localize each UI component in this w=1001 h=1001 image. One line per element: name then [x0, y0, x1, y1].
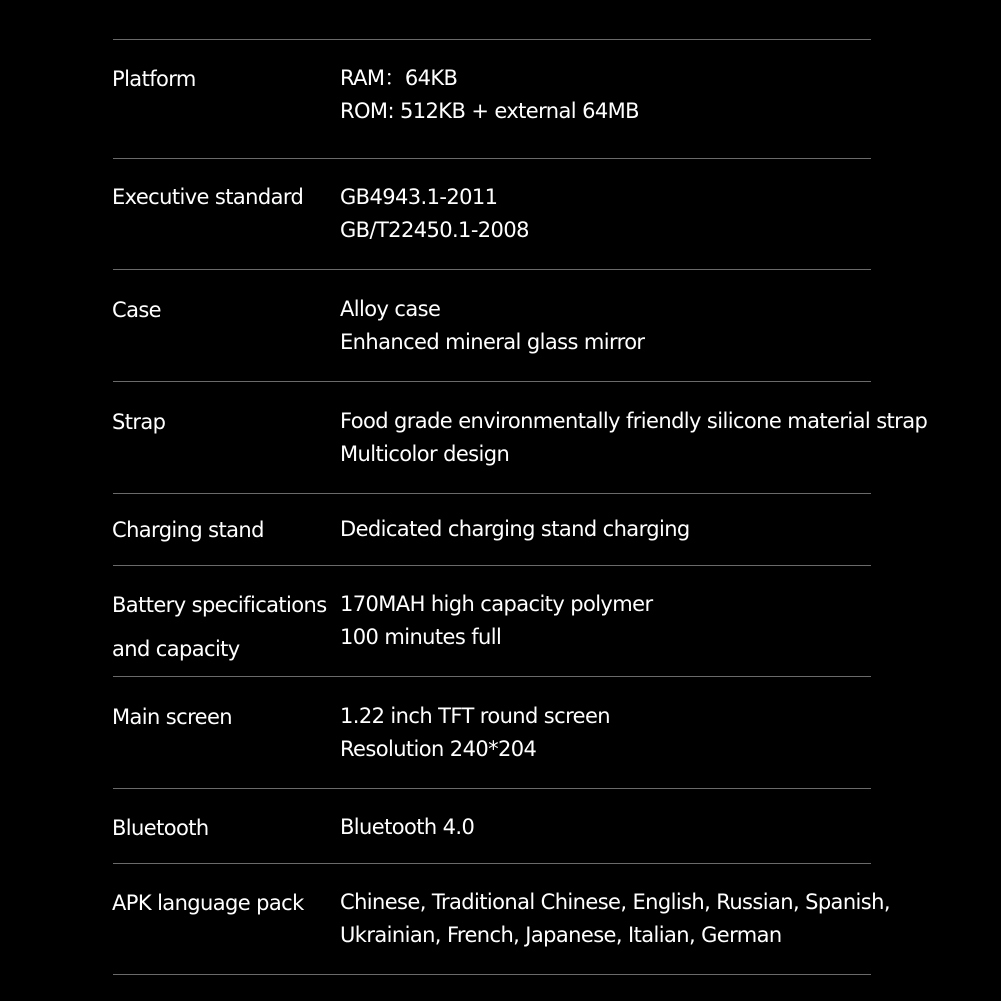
row-divider: [113, 381, 871, 382]
spec-label-line: Battery specifications: [112, 593, 327, 617]
spec-label-main-screen: Main screen: [112, 705, 233, 729]
row-divider: [113, 676, 871, 677]
row-divider: [113, 788, 871, 789]
spec-value-line: 1.22 inch TFT round screen: [340, 704, 611, 728]
spec-value-line: Ukrainian, French, Japanese, Italian, German: [340, 923, 782, 947]
spec-value-line: 170MAH high capacity polymer: [340, 592, 653, 616]
spec-label-battery: [112, 583, 334, 671]
spec-value-line: GB/T22450.1-2008: [340, 218, 529, 242]
spec-value-executive-standard: [340, 181, 529, 247]
spec-label-executive-standard: Executive standard: [112, 185, 304, 209]
spec-label-line: and capacity: [112, 637, 240, 661]
spec-value-case: [340, 293, 644, 359]
row-divider: [113, 158, 871, 159]
spec-value-line: Dedicated charging stand charging: [340, 517, 690, 541]
spec-value-main-screen: [340, 700, 610, 766]
row-divider: [113, 565, 871, 566]
spec-value-line: Resolution 240*204: [340, 737, 537, 761]
spec-label-apk-language-pack: APK language pack: [112, 891, 304, 915]
spec-value-line: Alloy case: [340, 297, 441, 321]
spec-value-line: Bluetooth 4.0: [340, 815, 475, 839]
spec-value-line: GB4943.1-2011: [340, 185, 498, 209]
spec-value-line: RAM：64KB: [340, 66, 458, 90]
spec-value-battery: [340, 588, 652, 654]
spec-value-strap: [340, 405, 927, 471]
row-divider: [113, 863, 871, 864]
spec-value-platform: [340, 62, 639, 128]
spec-value-line: Enhanced mineral glass mirror: [340, 330, 645, 354]
spec-value-apk-language-pack: [340, 886, 890, 952]
spec-label-charging-stand: Charging stand: [112, 518, 264, 542]
spec-value-charging-stand: [340, 513, 690, 546]
row-divider: [113, 493, 871, 494]
row-divider: [113, 39, 871, 40]
spec-value-line: 100 minutes full: [340, 625, 502, 649]
spec-value-line: Multicolor design: [340, 442, 510, 466]
spec-label-platform: Platform: [112, 67, 196, 91]
spec-value-bluetooth: [340, 811, 474, 844]
spec-label-case: Case: [112, 298, 161, 322]
spec-value-line: Food grade environmentally friendly silicone material strap: [340, 409, 928, 433]
spec-label-bluetooth: Bluetooth: [112, 816, 209, 840]
spec-value-line: ROM: 512KB + external 64MB: [340, 99, 639, 123]
row-divider: [113, 974, 871, 975]
spec-value-line: Chinese, Traditional Chinese, English, Russian, Spanish,: [340, 890, 890, 914]
spec-label-strap: Strap: [112, 410, 166, 434]
row-divider: [113, 269, 871, 270]
